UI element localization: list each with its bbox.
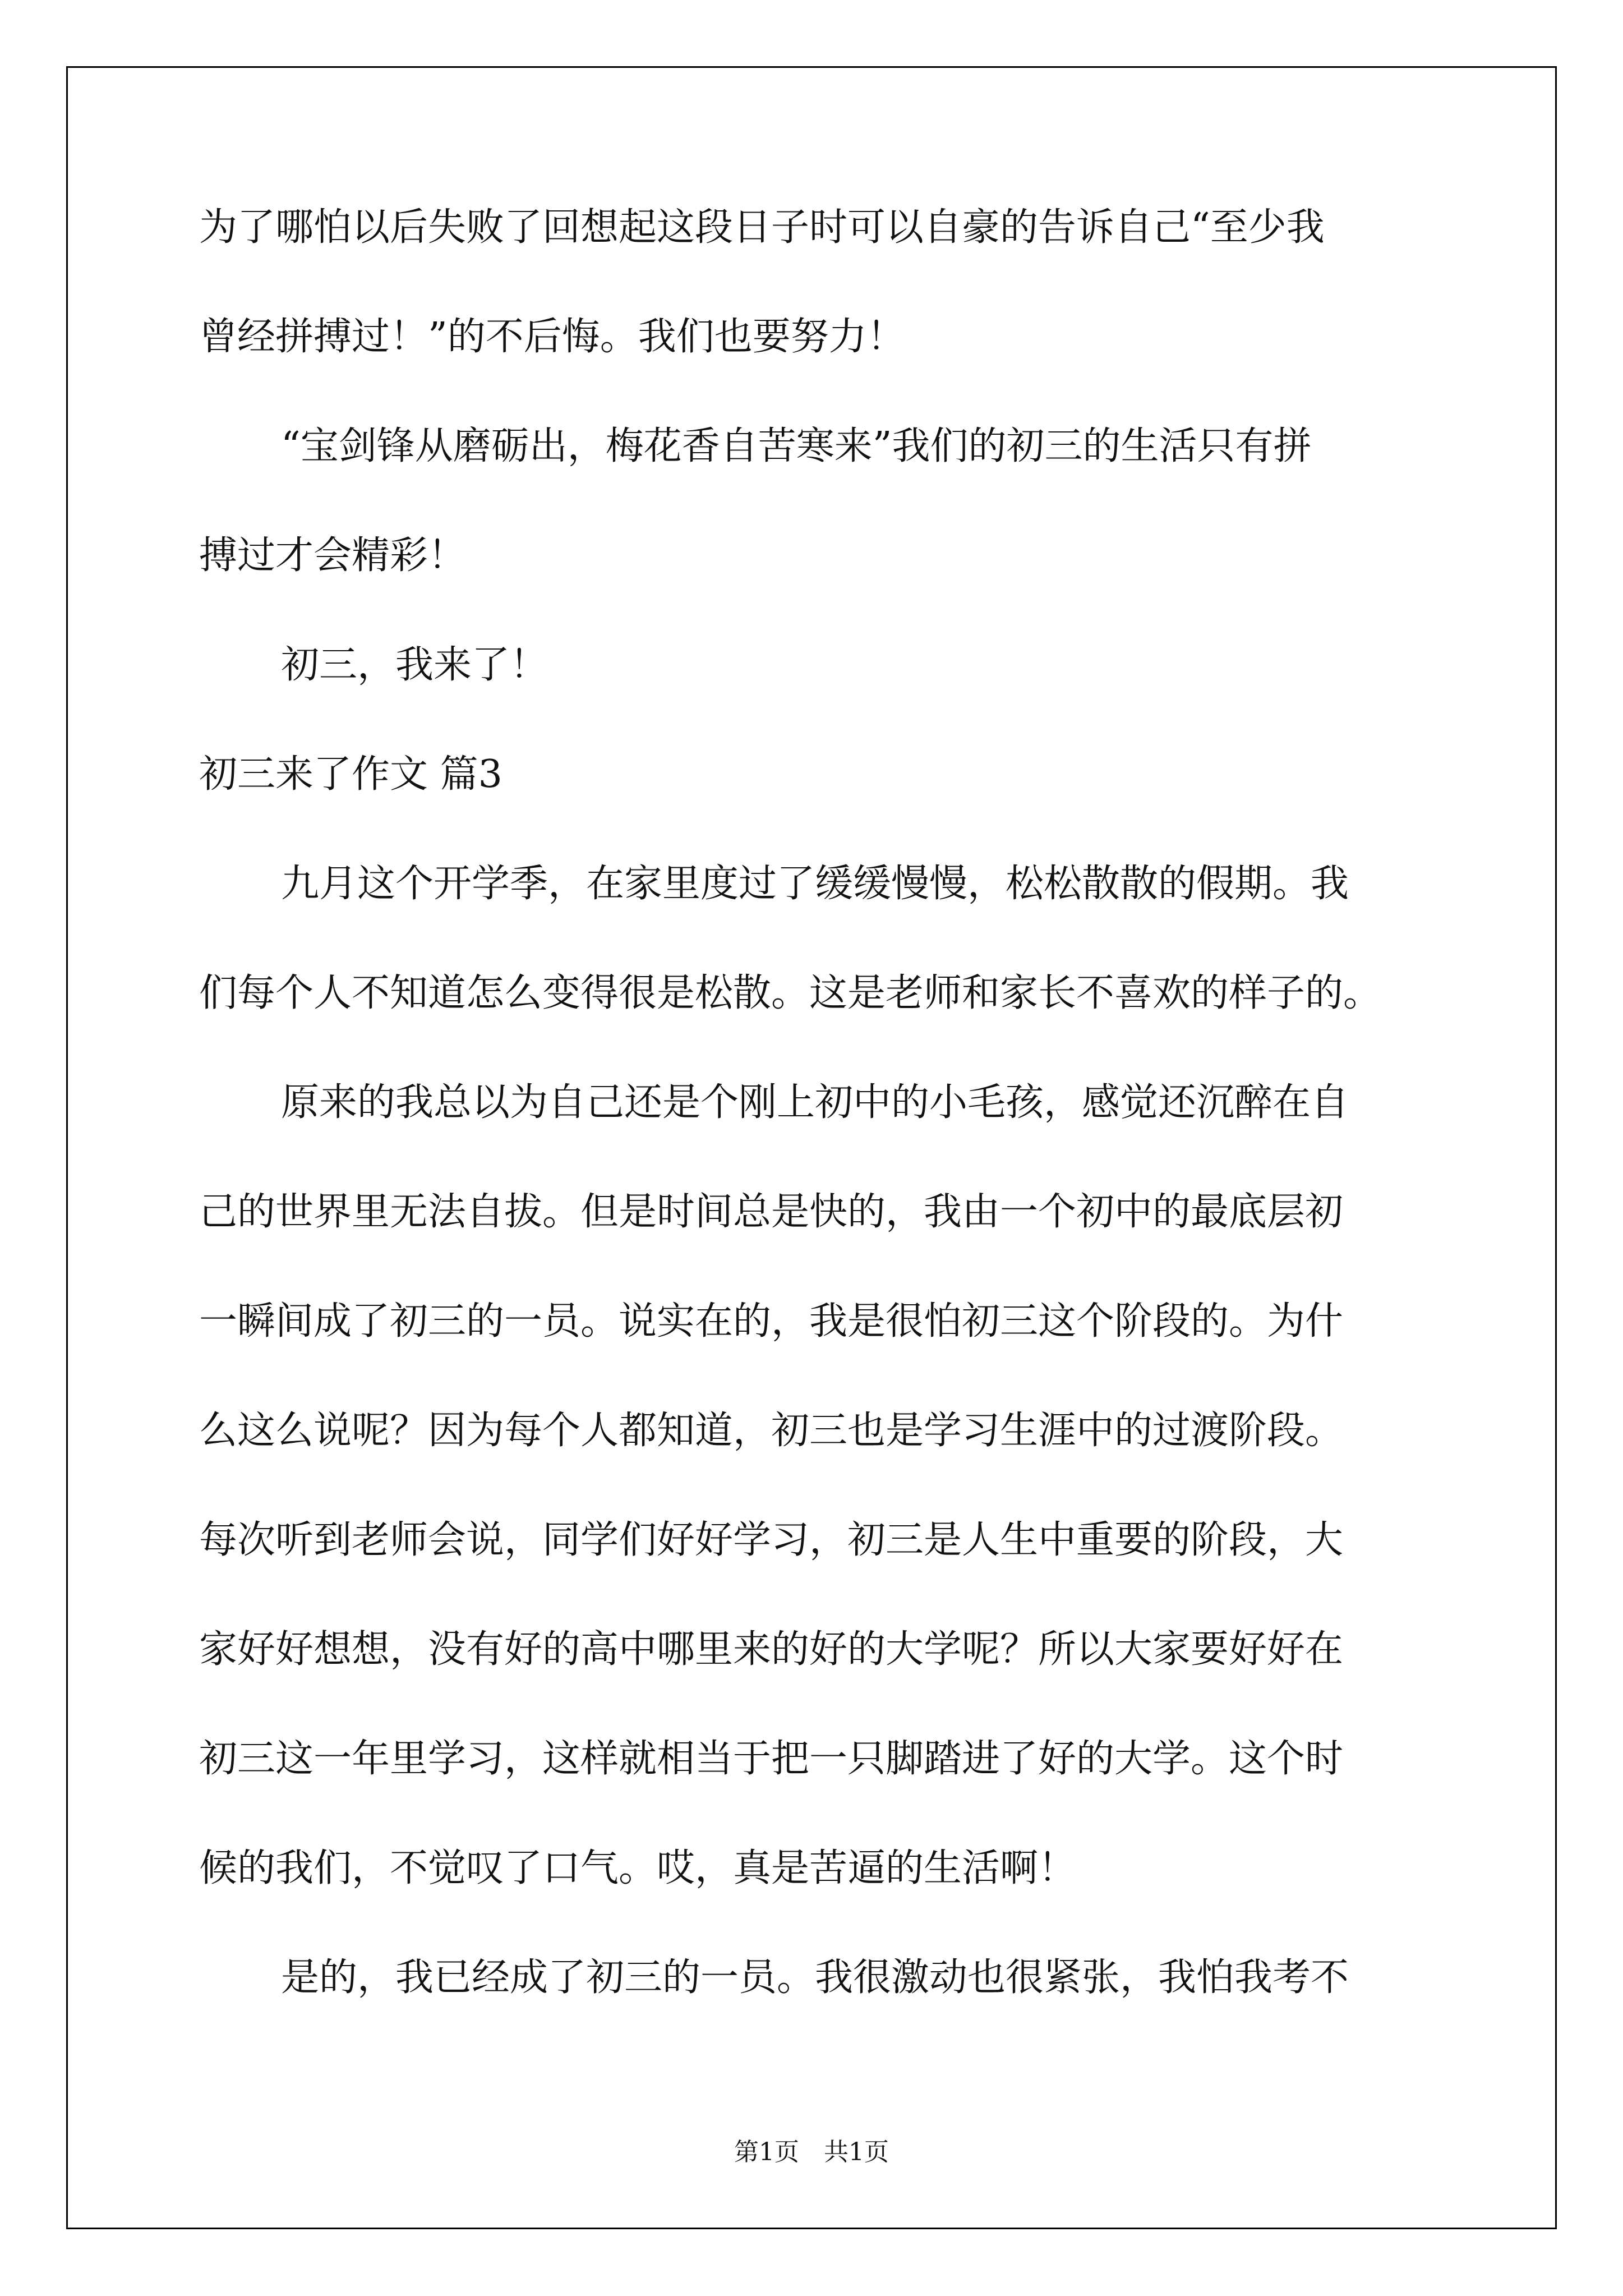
- text-line: 曾经拼搏过！”的不后悔。我们也要努力！: [199, 315, 905, 359]
- text-line: 初三这一年里学习，这样就相当于把一只脚踏进了好的大学。这个时: [199, 1737, 1344, 1781]
- text-line: 家好好想想，没有好的高中哪里来的好的大学呢？所以大家要好好在: [199, 1627, 1344, 1672]
- text-line: 己的世界里无法自拔。但是时间总是快的，我由一个初中的最底层初: [199, 1190, 1344, 1234]
- text-line: 原来的我总以为自己还是个刚上初中的小毛孩，感觉还沉醉在自: [281, 1080, 1349, 1125]
- text-line: 九月这个开学季，在家里度过了缓缓慢慢，松松散散的假期。我: [281, 862, 1349, 906]
- text-line: 一瞬间成了初三的一员。说实在的，我是很怕初三这个阶段的。为什: [199, 1299, 1344, 1343]
- text-line: 候的我们，不觉叹了口气。哎，真是苦逼的生活啊！: [199, 1846, 1077, 1890]
- section-heading: 初三来了作文 篇3: [199, 752, 502, 797]
- page-border: [66, 66, 1557, 2229]
- text-line: 是的，我已经成了初三的一员。我很激动也很紧张，我怕我考不: [281, 1955, 1349, 2000]
- text-line: 每次听到老师会说，同学们好好学习，初三是人生中重要的阶段，大: [199, 1518, 1344, 1562]
- text-line: 为了哪怕以后失败了回想起这段日子时可以自豪的告诉自己“至少我: [199, 205, 1325, 250]
- text-line: 搏过才会精彩！: [199, 533, 467, 578]
- text-line: “宝剑锋从磨砺出，梅花香自苦寒来”我们的初三的生活只有拼: [281, 424, 1312, 468]
- text-line: 么这么说呢？因为每个人都知道，初三也是学习生涯中的过渡阶段。: [199, 1409, 1344, 1453]
- text-line: 们每个人不知道怎么变得很是松散。这是老师和家长不喜欢的样子的。: [199, 971, 1382, 1015]
- text-line: 初三，我来了！: [281, 643, 548, 687]
- page-number-footer: 第1页 共1页: [734, 2138, 889, 2166]
